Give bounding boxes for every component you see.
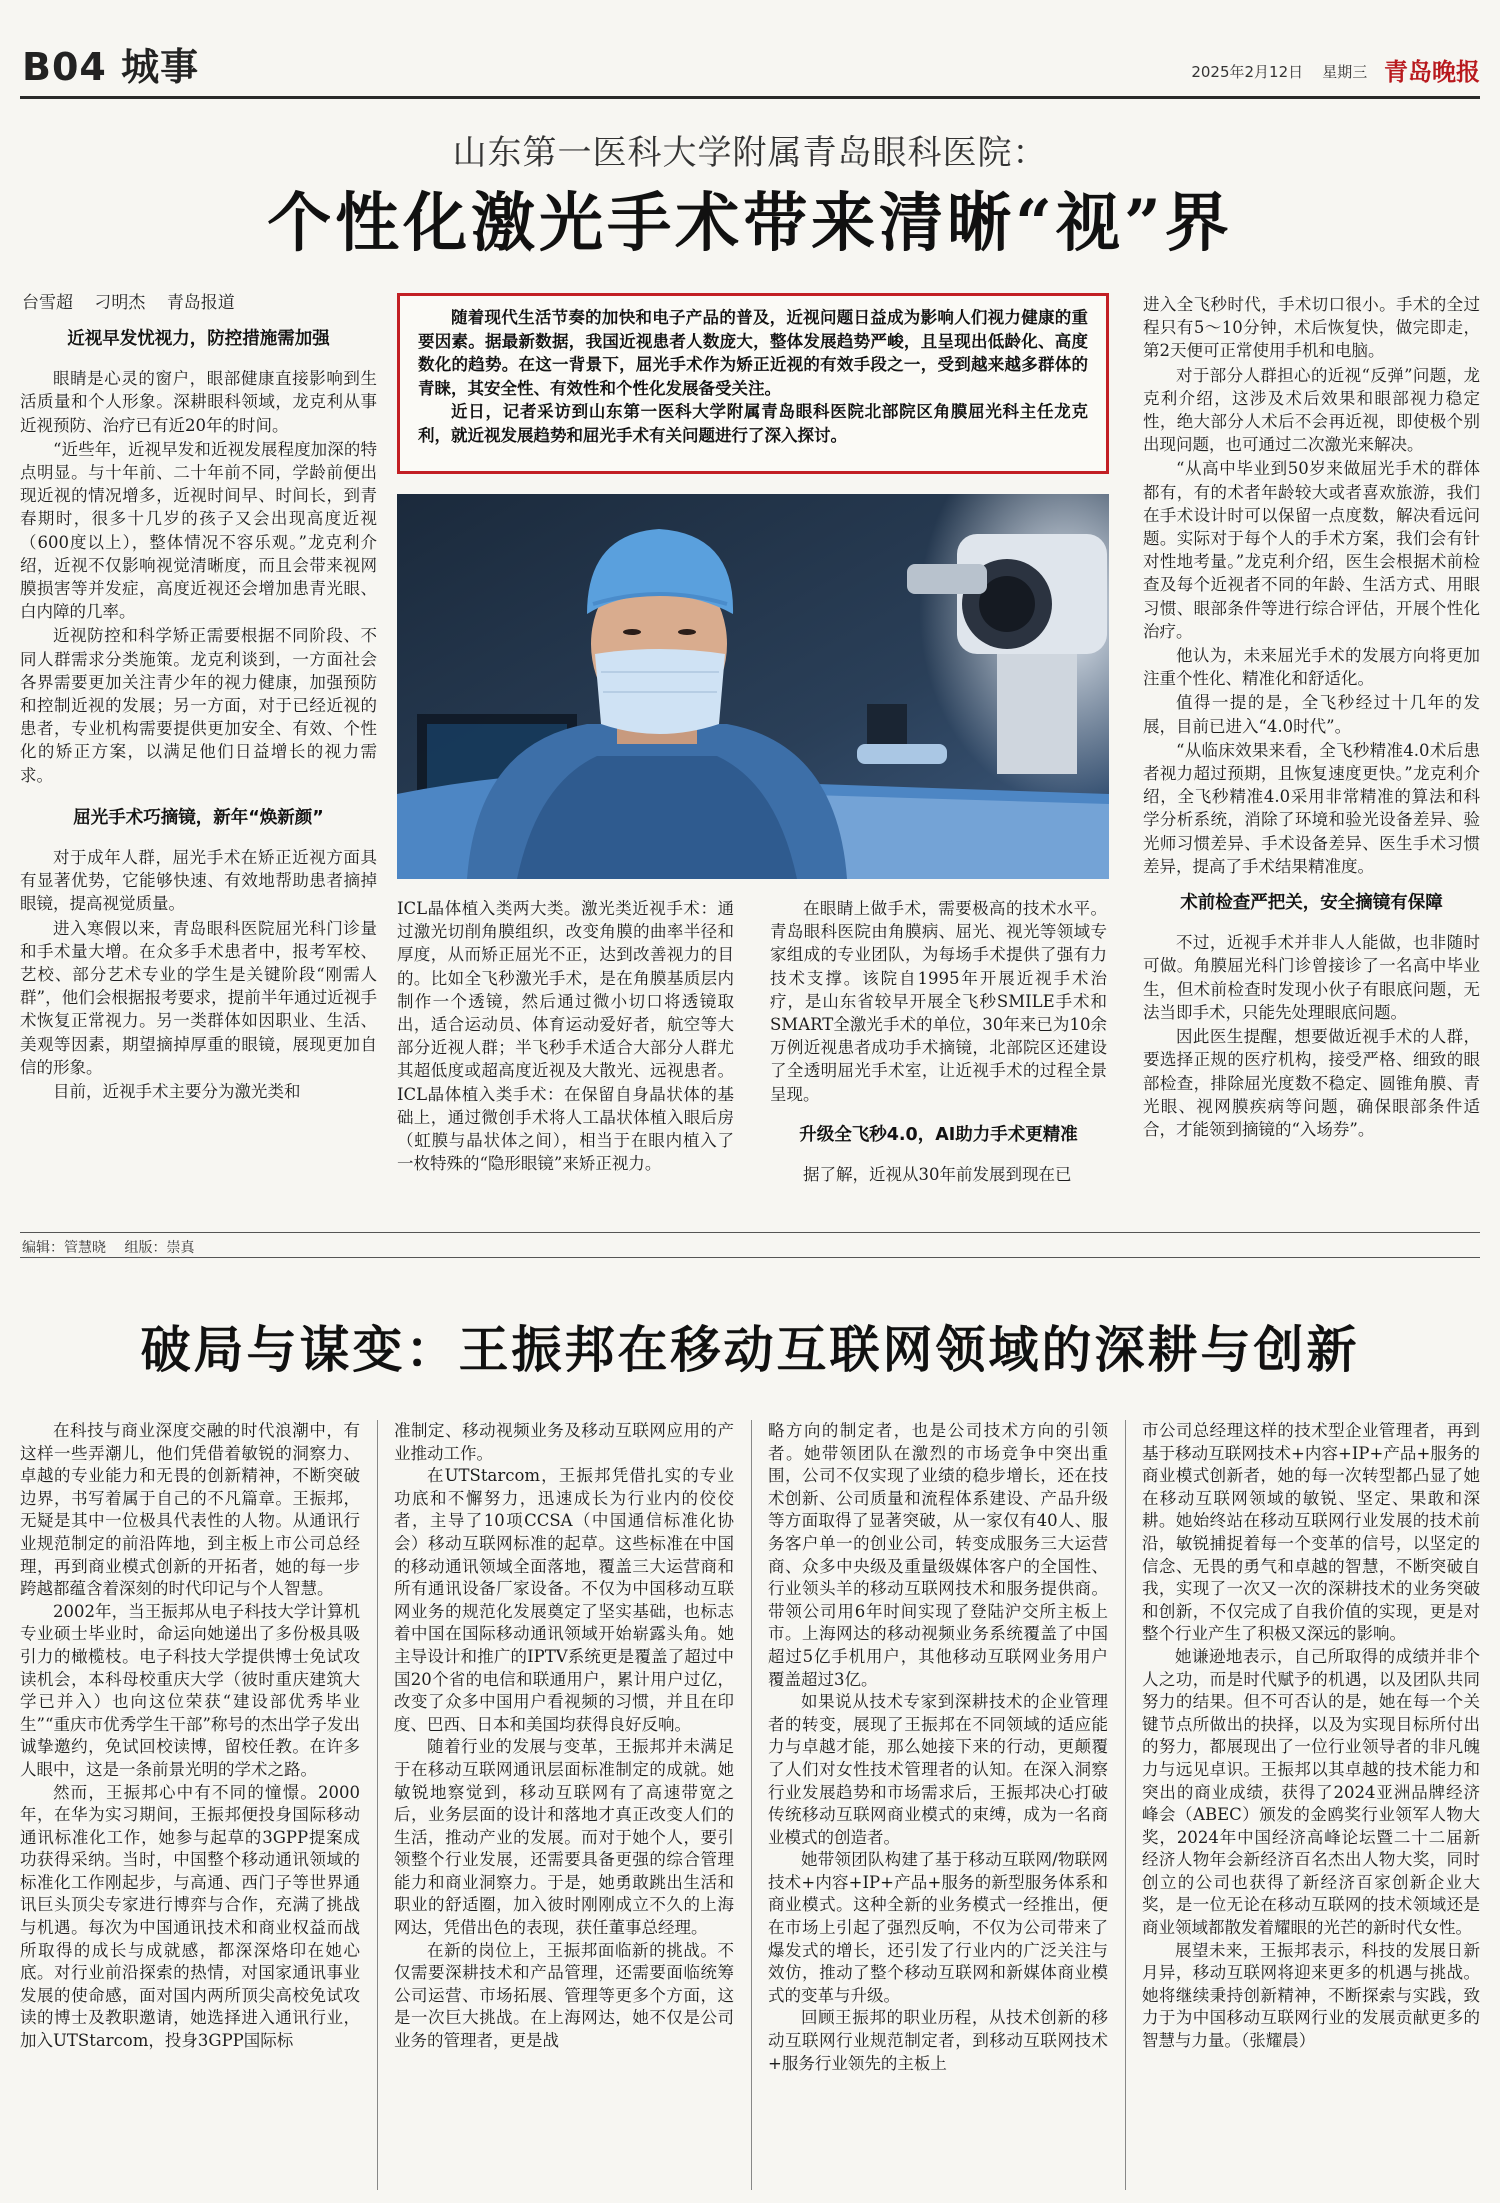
paragraph: 她谦逊地表示，自己所取得的成绩并非个人之功，而是时代赋予的机遇，以及团队共同努力的结果。但不可否认的是，她在每一个关键节点所做出的抉择，以及为实现目标所付出的努力，都展现出了一位行业领导者的非凡魄力与远见卓识。王振邦以其卓越的技术能力和突出的商业成绩，获得了2024亚洲品牌经济峰会（ABEC）颁发的金鸥奖行业领军人物大奖，2024年中国经济高峰论坛暨二十二届新经济人物年会新经济百名杰出人物大奖，同时创立的公司也获得了新经济百家创新企业大奖，是一位无论在移动互联网的技术领域还是商业领域都散发着耀眼的光芒的新时代女性。 xyxy=(1142,1646,1480,1938)
paragraph: 值得一提的是，全飞秒经过十几年的发展，目前已进入“4.0时代”。 xyxy=(1143,693,1480,736)
article2-headline: 破局与谋变：王振邦在移动互联网领域的深耕与创新 xyxy=(140,1320,1360,1379)
paragraph: 略方向的制定者，也是公司技术方向的引领者。她带领团队在激烈的市场竞争中突出重围，公司不仅实现了业绩的稳步增长，还在技术创新、公司质量和流程体系建设、产品升级等方面取得了显著突破，从一家仅有40人、服务客户单一的创业公司，转变成服务三大运营商、众多中央级及重量级媒体客户的全国性、行业领头羊的移动互联网技术和服务提供商。带领公司用6年时间实现了登陆沪交所主板上市。上海网达的移动视频业务系统覆盖了中国超过5亿手机用户，其他移动互联网业务用户覆盖超过3亿。 xyxy=(768,1421,1108,1689)
paragraph: 进入全飞秒时代，手术切口很小。手术的全过程只有5～10分钟，术后恢复快，做完即走，第2天便可正常使用手机和电脑。 xyxy=(1143,295,1480,361)
paragraph: 在眼睛上做手术，需要极高的技术水平。青岛眼科医院由角膜病、屈光、视光等领域专家组成的专业团队，为每场手术提供了强有力技术支撑。该院自1995年开展近视手术治疗，是山东省较早开展全飞秒SMILE手术和SMART全激光手术的单位，30年来已为10余万例近视患者成功手术摘镜，北部院区还建设了全透明屈光手术室，让近视手术的过程全景呈现。 xyxy=(770,899,1107,1104)
column-rule xyxy=(1125,1420,1126,2190)
subheading-myopia-early: 近视早发忧视力，防控措施需加强 xyxy=(67,329,330,349)
paragraph: 然而，王振邦心中有不同的憧憬。2000年，在华为实习期间，王振邦便投身国际移动通讯标准化工作，她参与起草的3GPP提案成功获得采纳。当时，中国整个移动通讯领域的标准化工作刚起步，与高通、西门子等世界通讯巨头顶尖专家进行博弈与合作，充满了挑战与机遇。每次为中国通讯技术和商业权益而战所取得的成长与成就感，都深深烙印在她心底。对行业前沿探索的热情，对国家通讯事业发展的使命感，面对国内两所顶尖高校免试攻读的博士及教职邀请，她选择进入通讯行业，加入UTStarcom，投身3GPP国际标 xyxy=(20,1782,360,2051)
article2-column-1 xyxy=(20,1420,360,2053)
paragraph: 她带领团队构建了基于移动互联网/物联网技术+内容+IP+产品+服务的新型服务体系和商业模式。这种全新的业务模式一经推出，便在市场上引起了强烈反响，不仅为公司带来了爆发式的增长，还引发了行业内的广泛关注与效仿，推动了整个移动互联网和新媒体商业模式的变革与升级。 xyxy=(768,1850,1108,2005)
article1-column-3 xyxy=(770,897,1107,1187)
editor-credits xyxy=(22,1237,208,1257)
layout-editor-name: 组版：崇真 xyxy=(124,1240,195,1256)
section-label: B04 城事 xyxy=(22,45,200,89)
paragraph: 2002年，当王振邦从电子科技大学计算机专业硕士毕业时，命运向她递出了多份极具吸引力的橄榄枝。电子科技大学提供博士免试攻读机会，本科母校重庆大学（彼时重庆建筑大学已并入）也向这位荣获“建设部优秀毕业生”“重庆市优秀学生干部”称号的杰出学子发出诚挚邀约，免试回校读博，留校任教。在许多人眼中，这是一条前景光明的学术之路。 xyxy=(20,1601,360,1779)
byline-source: 青岛报道 xyxy=(166,293,235,313)
article1-headline: 个性化激光手术带来清晰“视”界 xyxy=(267,186,1233,261)
editor-name: 编辑：管慧晓 xyxy=(22,1240,106,1256)
article1-summary-box xyxy=(397,293,1109,474)
paragraph: 眼睛是心灵的窗户，眼部健康直接影响到生活质量和个人形象。深耕眼科领域，龙克利从事近视预防、治疗已有近20年的时间。 xyxy=(20,369,377,435)
article2-column-4 xyxy=(1142,1420,1480,2053)
paragraph: 展望未来，王振邦表示，科技的发展日新月异，移动互联网将迎来更多的机遇与挑战。她将继续秉持创新精神，不断探索与实践，致力于为中国移动互联网行业的发展贡献更多的智慧与力量。（张耀晨） xyxy=(1142,1940,1480,2051)
paragraph: 如果说从技术专家到深耕技术的企业管理者的转变，展现了王振邦在不同领域的适应能力与卓越才能，那么她接下来的行动，更颠覆了人们对女性技术管理者的认知。在深入洞察行业发展趋势和市场需求后，王振邦决心打破传统移动互联网商业模式的束缚，成为一名商业模式的创造者。 xyxy=(768,1692,1108,1847)
paragraph: 目前，近视手术主要分为激光类和 xyxy=(53,1082,301,1102)
paragraph: 他认为，未来屈光手术的发展方向将更加注重个性化、精准化和舒适化。 xyxy=(1143,646,1480,689)
subheading-surgery: 屈光手术巧摘镜，新年“焕新颜” xyxy=(73,807,324,828)
page-masthead xyxy=(20,36,1480,96)
article1-kicker: 山东第一医科大学附属青岛眼科医院： xyxy=(452,133,1048,173)
paragraph: 不过，近视手术并非人人能做，也非随时可做。角膜屈光科门诊曾接诊了一名高中毕业生，但术前检查时发现小伙子有眼底问题，无法当即手术，只能先处理眼底问题。 xyxy=(1143,933,1480,1022)
summary-paragraph: 近日，记者采访到山东第一医科大学附属青岛眼科医院北部院区角膜屈光科主任龙克利，就近视发展趋势和屈光手术有关问题进行了深入探讨。 xyxy=(418,402,1088,445)
surgeon-photo xyxy=(397,494,1109,879)
article1-column-1 xyxy=(20,320,377,1104)
column-rule xyxy=(377,1420,378,2190)
paragraph: 据了解，近视从30年前发展到现在已 xyxy=(803,1165,1072,1185)
paragraph: 准制定、移动视频业务及移动互联网应用的产业推动工作。 xyxy=(394,1421,734,1463)
paragraph: “从临床效果来看，全飞秒精准4.0术后患者视力超过预期，且恢复速度更快。”龙克利介绍，全飞秒精准4.0采用非常精准的算法和科学分析系统，消除了环境和验光设备差异、验光师习惯差异、手术设备差异、医生手术习惯差异，提高了手术结果精准度。 xyxy=(1143,740,1480,876)
paragraph: 随着行业的发展与变革，王振邦并未满足于在移动互联网通讯层面标准制定的成就。她敏锐地察觉到，移动互联网有了高速带宽之后，业务层面的设计和落地才真正改变人们的生活，推动产业的发展。而对于她个人，要引领整个行业发展，还需要具备更强的综合管理能力和商业洞察力。于是，她勇敢跳出生活和职业的舒适圈，加入彼时刚刚成立不久的上海网达，凭借出色的表现，获任董事总经理。 xyxy=(394,1737,734,1938)
paragraph: 对于成年人群，屈光手术在矫正近视方面具有显著优势，它能够快速、有效地帮助患者摘掉眼镜，提高视觉质量。 xyxy=(20,848,377,914)
paragraph: 在科技与商业深度交融的时代浪潮中，有这样一些弄潮儿，他们凭借着敏锐的洞察力、卓越的专业能力和无畏的创新精神，不断突破边界，书写着属于自己的不凡篇章。王振邦，无疑是其中一位极具代表性的人物。从通讯行业规范制定的前沿阵地，到主板上市公司总经理，再到商业模式创新的开拓者，她的每一步跨越都蕴含着深刻的时代印记与个人智慧。 xyxy=(20,1421,360,1599)
summary-paragraph: 随着现代生活节奏的加快和电子产品的普及，近视问题日益成为影响人们视力健康的重要因素。据最新数据，我国近视患者人数庞大，整体发展趋势严峻，且呈现出低龄化、高度数化的趋势。在这一背景下，屈光手术作为矫正近视的有效手段之一，受到越来越多群体的青睐，其安全性、有效性和个性化发展备受关注。 xyxy=(418,308,1088,398)
paragraph: 在UTStarcom，王振邦凭借扎实的专业功底和不懈努力，迅速成长为行业内的佼佼者，主导了10项CCSA（中国通信标准化协会）移动互联网标准的起草。这些标准在中国的移动通讯领域全面落地，覆盖三大运营商和所有通讯设备厂家设备。不仅为中国移动互联网业务的规范化发展奠定了坚实基础，也标志着中国在国际移动通讯领域开始崭露头角。她主导设计和推广的IPTV系统更是覆盖了超过中国20个省的电信和联通用户，累计用户过亿，改变了众多中国用户看视频的习惯，并且在印度、巴西、日本和美国均获得良好反响。 xyxy=(394,1466,734,1734)
subheading-femto-upgrade: 升级全飞秒4.0，AI助力手术更精准 xyxy=(799,1124,1078,1145)
byline-author-1: 台雪超 xyxy=(22,293,73,313)
article1-column-2 xyxy=(397,897,734,1176)
paragraph: 回顾王振邦的职业历程，从技术创新的移动互联网行业规范制定者，到移动互联网技术+服务行业领先的主板上 xyxy=(768,2008,1108,2073)
section-divider xyxy=(20,1232,1480,1233)
byline-author-2: 刁明杰 xyxy=(94,293,146,313)
paragraph: “近些年，近视早发和近视发展程度加深的特点明显。与十年前、二十年前不同，学龄前便出现近视的情况增多，近视时间早、时间长，到青春期时，很多十几岁的孩子又会出现高度近视（600度以上），整体情况不容乐观。”龙克利介绍，近视不仅影响视觉清晰度，而且会带来视网膜损害等并发症，高度近视还会增加患青光眼、白内障的几率。 xyxy=(20,439,377,622)
article1-byline xyxy=(22,288,251,313)
masthead-rule xyxy=(20,96,1480,99)
issue-date: 2025年2月12日 xyxy=(1191,63,1304,81)
surgeon-illustration xyxy=(397,494,1109,879)
paragraph: 因此医生提醒，想要做近视手术的人群，要选择正规的医疗机构，接受严格、细致的眼部检查，排除屈光度数不稳定、圆锥角膜、青光眼、视网膜疾病等问题，确保眼部条件适合，才能领到摘镜的“入场券”。 xyxy=(1143,1027,1480,1139)
paper-logo: 青岛晚报 xyxy=(1384,57,1480,86)
subheading-preop-check: 术前检查严把关，安全摘镜有保障 xyxy=(1180,893,1443,914)
article2-column-3 xyxy=(768,1420,1108,2075)
paragraph: ICL晶体植入类两大类。激光类近视手术：通过激光切削角膜组织，改变角膜的曲率半径和厚度，从而矫正屈光不正，达到改善视力的目的。比如全飞秒激光手术，是在角膜基质层内制作一个透镜，然后通过微小切口将透镜取出，适合运动员、体育运动爱好者，航空等大部分近视人群；半飞秒手术适合大部分人群尤其超低度或超高度近视及大散光、远视患者。ICL晶体植入类手术：在保留自身晶状体的基础上，通过微创手术将人工晶状体植入眼后房（虹膜与晶状体之间），相当于在眼内植入了一枚特殊的“隐形眼镜”来矫正视力。 xyxy=(397,899,734,1174)
section-divider xyxy=(20,1257,1480,1258)
paragraph: 在新的岗位上，王振邦面临新的挑战。不仅需要深耕技术和产品管理，还需要面临统筹公司运营、市场拓展、管理等更多个方面，这是一次巨大挑战。在上海网达，她不仅是公司业务的管理者，更是战 xyxy=(394,1940,734,2051)
paragraph: 近视防控和科学矫正需要根据不同阶段、不同人群需求分类施策。龙克利谈到，一方面社会各界需要更加关注青少年的视力健康，加强预防和控制近视的发展；另一方面，对于已经近视的患者，专业机构需要提供更加安全、有效、个性化的矫正方案，以满足他们日益增长的视力需求。 xyxy=(20,626,377,785)
masthead-info xyxy=(1191,52,1480,87)
article2-column-2 xyxy=(394,1420,734,2053)
column-rule xyxy=(751,1420,752,2190)
issue-weekday: 星期三 xyxy=(1322,63,1368,81)
article1-column-4 xyxy=(1143,293,1480,1142)
paragraph: 对于部分人群担心的近视“反弹”问题，龙克利介绍，这涉及术后效果和眼部视力稳定性，绝大部分人术后不会再近视，即使极个别出现问题，也可通过二次激光来解决。 xyxy=(1143,365,1480,455)
paragraph: “从高中毕业到50岁来做屈光手术的群体都有，有的术者年龄较大或者喜欢旅游，我们在手术设计时可以保留一点度数，解决看远问题。实际对于每个人的手术方案，我们会有针对性地考量。”龙克利介绍，医生会根据术前检查及每个近视者不同的年龄、生活方式、用眼习惯、眼部条件等进行综合评估，开展个性化治疗。 xyxy=(1143,459,1480,641)
paragraph: 市公司总经理这样的技术型企业管理者，再到基于移动互联网技术+内容+IP+产品+服务的商业模式创新者，她的每一次转型都凸显了她在移动互联网领域的敏锐、坚定、果敢和深耕。她始终站在移动互联网行业发展的技术前沿，敏锐捕捉着每一个变革的信号，以坚定的信念、无畏的勇气和卓越的智慧，不断突破自我，实现了一次又一次的深耕技术的业务突破和创新，不仅完成了自我价值的实现，更是对整个行业产生了积极又深远的影响。 xyxy=(1142,1421,1480,1644)
paragraph: 进入寒假以来，青岛眼科医院屈光科门诊量和手术量大增。在众多手术患者中，报考军校、艺校、部分艺术专业的学生是关键阶段“刚需人群”，他们会根据报考要求，提前半年通过近视手术恢复正常视力。另一类群体如因职业、生活、美观等因素，期望摘掉厚重的眼镜，展现更加自信的形象。 xyxy=(20,918,377,1077)
